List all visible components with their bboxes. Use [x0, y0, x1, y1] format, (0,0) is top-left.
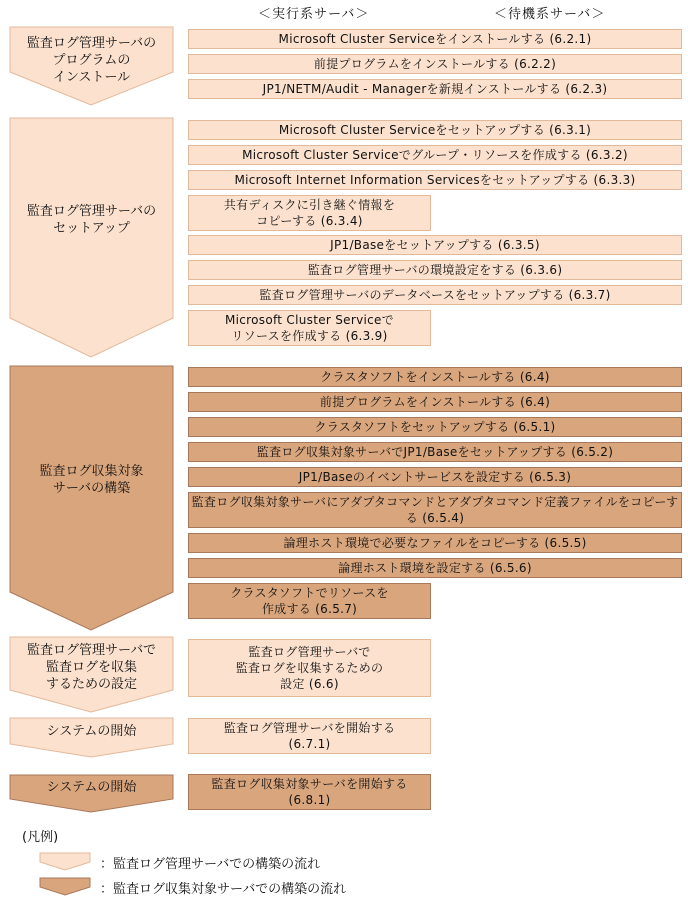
step-copy-logical-host-files: 論理ホスト環境で必要なファイルをコピーする (6.5.5)	[188, 533, 682, 553]
legend-arrow-dark	[40, 878, 90, 895]
step-setup-mscs: Microsoft Cluster Serviceをセットアップする (6.3.1)	[188, 120, 682, 140]
phase-label-collection-server: 監査ログ収集対象 サーバの構築	[39, 464, 144, 496]
step-create-group-resource: Microsoft Cluster Serviceでグループ・リソースを作成する (6.3.2)	[188, 145, 682, 165]
step-install-audit-manager: JP1/NETM/Audit - Managerを新規インストールする (6.2.3)	[188, 79, 682, 99]
step-setup-event-service: JP1/Baseのイベントサービスを設定する (6.5.3)	[188, 467, 682, 487]
step-collection-settings: 監査ログ管理サーバで 監査ログを収集するための 設定 (6.6)	[188, 639, 431, 697]
column-header-standby: ＜待機系サーバ＞	[494, 7, 606, 22]
column-header-active: ＜実行系サーバ＞	[258, 7, 370, 22]
legend-title: (凡例)	[22, 830, 59, 845]
phase-label-system-start-target: システムの開始	[46, 779, 137, 795]
step-create-mscs-resource: Microsoft Cluster Serviceで リソースを作成する (6.3.9)	[188, 310, 431, 346]
step-setup-jp1base-target: 監査ログ収集対象サーバでJP1/Baseをセットアップする (6.5.2)	[188, 442, 682, 462]
phase-label-install: 監査ログ管理サーバの プログラムの インストール	[26, 35, 157, 85]
step-setup-database: 監査ログ管理サーバのデータベースをセットアップする (6.3.7)	[188, 285, 682, 305]
step-install-prereq-target: 前提プログラムをインストールする (6.4)	[188, 392, 682, 412]
step-start-target: 監査ログ収集対象サーバを開始する (6.8.1)	[188, 774, 431, 810]
step-install-prereq: 前提プログラムをインストールする (6.2.2)	[188, 54, 682, 74]
step-install-mscs: Microsoft Cluster Serviceをインストールする (6.2.1)	[188, 29, 682, 49]
step-setup-jp1base: JP1/Baseをセットアップする (6.3.5)	[188, 235, 682, 255]
step-setup-logical-host: 論理ホスト環境を設定する (6.5.6)	[188, 558, 682, 578]
phase-label-setup: 監査ログ管理サーバの セットアップ	[26, 204, 157, 236]
phase-label-collection-settings: 監査ログ管理サーバで 監査ログを収集 するための設定	[26, 642, 157, 692]
step-manager-env-settings: 監査ログ管理サーバの環境設定をする (6.3.6)	[188, 260, 682, 280]
legend-item-light: ：監査ログ管理サーバでの構築の流れ	[100, 857, 321, 872]
step-install-cluster-software: クラスタソフトをインストールする (6.4)	[188, 367, 682, 387]
legend-item-dark: ：監査ログ収集対象サーバでの構築の流れ	[100, 882, 347, 897]
step-create-cluster-resource: クラスタソフトでリソースを 作成する (6.5.7)	[188, 583, 431, 619]
step-copy-adapter-command: 監査ログ収集対象サーバにアダプタコマンドとアダプタコマンド定義ファイルをコピーする (6.5.4)	[188, 492, 682, 528]
step-setup-iis: Microsoft Internet Information Servicesをセットアップする (6.3.3)	[188, 170, 682, 190]
step-start-manager: 監査ログ管理サーバを開始する (6.7.1)	[188, 718, 431, 754]
step-setup-cluster-software: クラスタソフトをセットアップする (6.5.1)	[188, 417, 682, 437]
phase-label-system-start-manager: システムの開始	[46, 723, 137, 739]
step-copy-shared-disk: 共有ディスクに引き継ぐ情報を コピーする (6.3.4)	[188, 195, 431, 231]
legend-arrow-light	[40, 853, 90, 870]
